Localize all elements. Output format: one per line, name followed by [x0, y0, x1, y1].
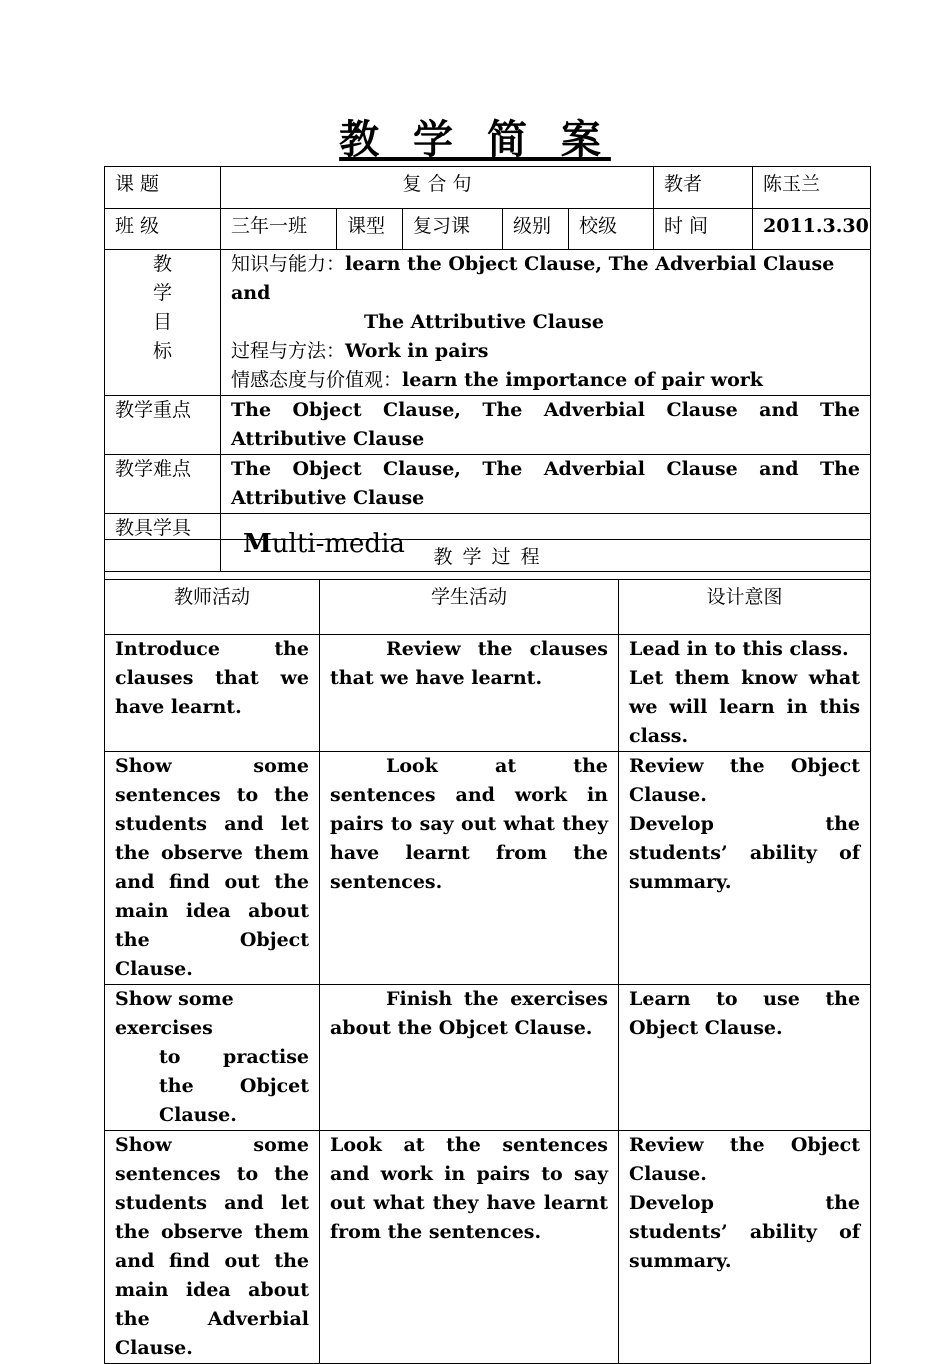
class-label: 班 级: [105, 209, 221, 250]
document-title: 教 学 简 案: [339, 116, 611, 163]
student-activity: Look at the sentences and work in pairs to say out what they have learnt from the sentences.: [320, 1131, 619, 1364]
table-row: [105, 635, 871, 752]
teacher-activity: Show some sentences to the students and let the observe them and find out the main idea about the Object Clause.: [105, 752, 320, 985]
class-value: 三年一班: [221, 209, 337, 250]
column-header-student: 学生活动: [320, 580, 619, 635]
difficult-points-text: The Object Clause, The Adverbial Clause and The Attributive Clause: [221, 455, 871, 514]
goals-content: [221, 250, 871, 396]
goals-label-char: 教: [152, 253, 172, 275]
process-goal: 过程与方法：Work in pairs: [231, 340, 489, 362]
table-row: [105, 985, 871, 1131]
teacher-value: 陈玉兰: [753, 167, 871, 209]
teacher-activity: Show some exercises to practise the Objcet Clause.: [105, 985, 320, 1131]
goals-label-char: 标: [152, 340, 172, 362]
teacher-label: 教者: [654, 167, 753, 209]
key-points-label: 教学重点: [105, 396, 221, 455]
lesson-type-label: 课型: [337, 209, 403, 250]
student-activity: Review the clauses that we have learnt.: [320, 635, 619, 752]
table-row: [105, 752, 871, 985]
goals-label: [105, 250, 221, 396]
column-header-purpose: 设计意图: [619, 580, 871, 635]
key-points-text: The Object Clause, The Adverbial Clause and The Attributive Clause: [221, 396, 871, 455]
tools-label: 教具学具: [105, 514, 221, 572]
knowledge-goal: 知识与能力：learn the Object Clause, The Adverbial Clause and: [231, 253, 835, 304]
level-value: 校级: [569, 209, 654, 250]
level-label: 级别: [503, 209, 569, 250]
time-label: 时 间: [654, 209, 753, 250]
student-activity: Look at the sentences and work in pairs to say out what they have learnt from the sentences.: [320, 752, 619, 985]
design-purpose: Learn to use the Object Clause.: [619, 985, 871, 1131]
time-value: 2011.3.30: [753, 209, 871, 250]
teacher-activity: Show some sentences to the students and let the observe them and find out the main idea about the Adverbial Clause.: [105, 1131, 320, 1364]
knowledge-goal-continued: The Attributive Clause: [364, 311, 604, 333]
emotion-goal: 情感态度与价值观：learn the importance of pair work: [231, 369, 763, 391]
student-activity: Finish the exercises about the Objcet Clause.: [320, 985, 619, 1131]
column-header-teacher: 教师活动: [105, 580, 320, 635]
tools-text: Multi-media: [221, 514, 871, 572]
goals-label-char: 学: [152, 282, 172, 304]
process-heading: 教 学 过 程: [105, 540, 871, 580]
teaching-process-table: [104, 539, 871, 1364]
topic-label: 课 题: [105, 167, 221, 209]
table-row: [105, 1131, 871, 1364]
design-purpose: Lead in to this class. Let them know what we will learn in this class.: [619, 635, 871, 752]
teacher-activity: Introduce the clauses that we have learnt.: [105, 635, 320, 752]
design-purpose: Review the Object Clause. Develop the students’ ability of summary.: [619, 752, 871, 985]
difficult-points-label: 教学难点: [105, 455, 221, 514]
goals-label-char: 目: [152, 311, 172, 333]
design-purpose: Review the Object Clause. Develop the students’ ability of summary.: [619, 1131, 871, 1364]
topic-value: 复 合 句: [221, 167, 654, 209]
lesson-type-value: 复习课: [403, 209, 503, 250]
lesson-info-table: [104, 166, 871, 572]
